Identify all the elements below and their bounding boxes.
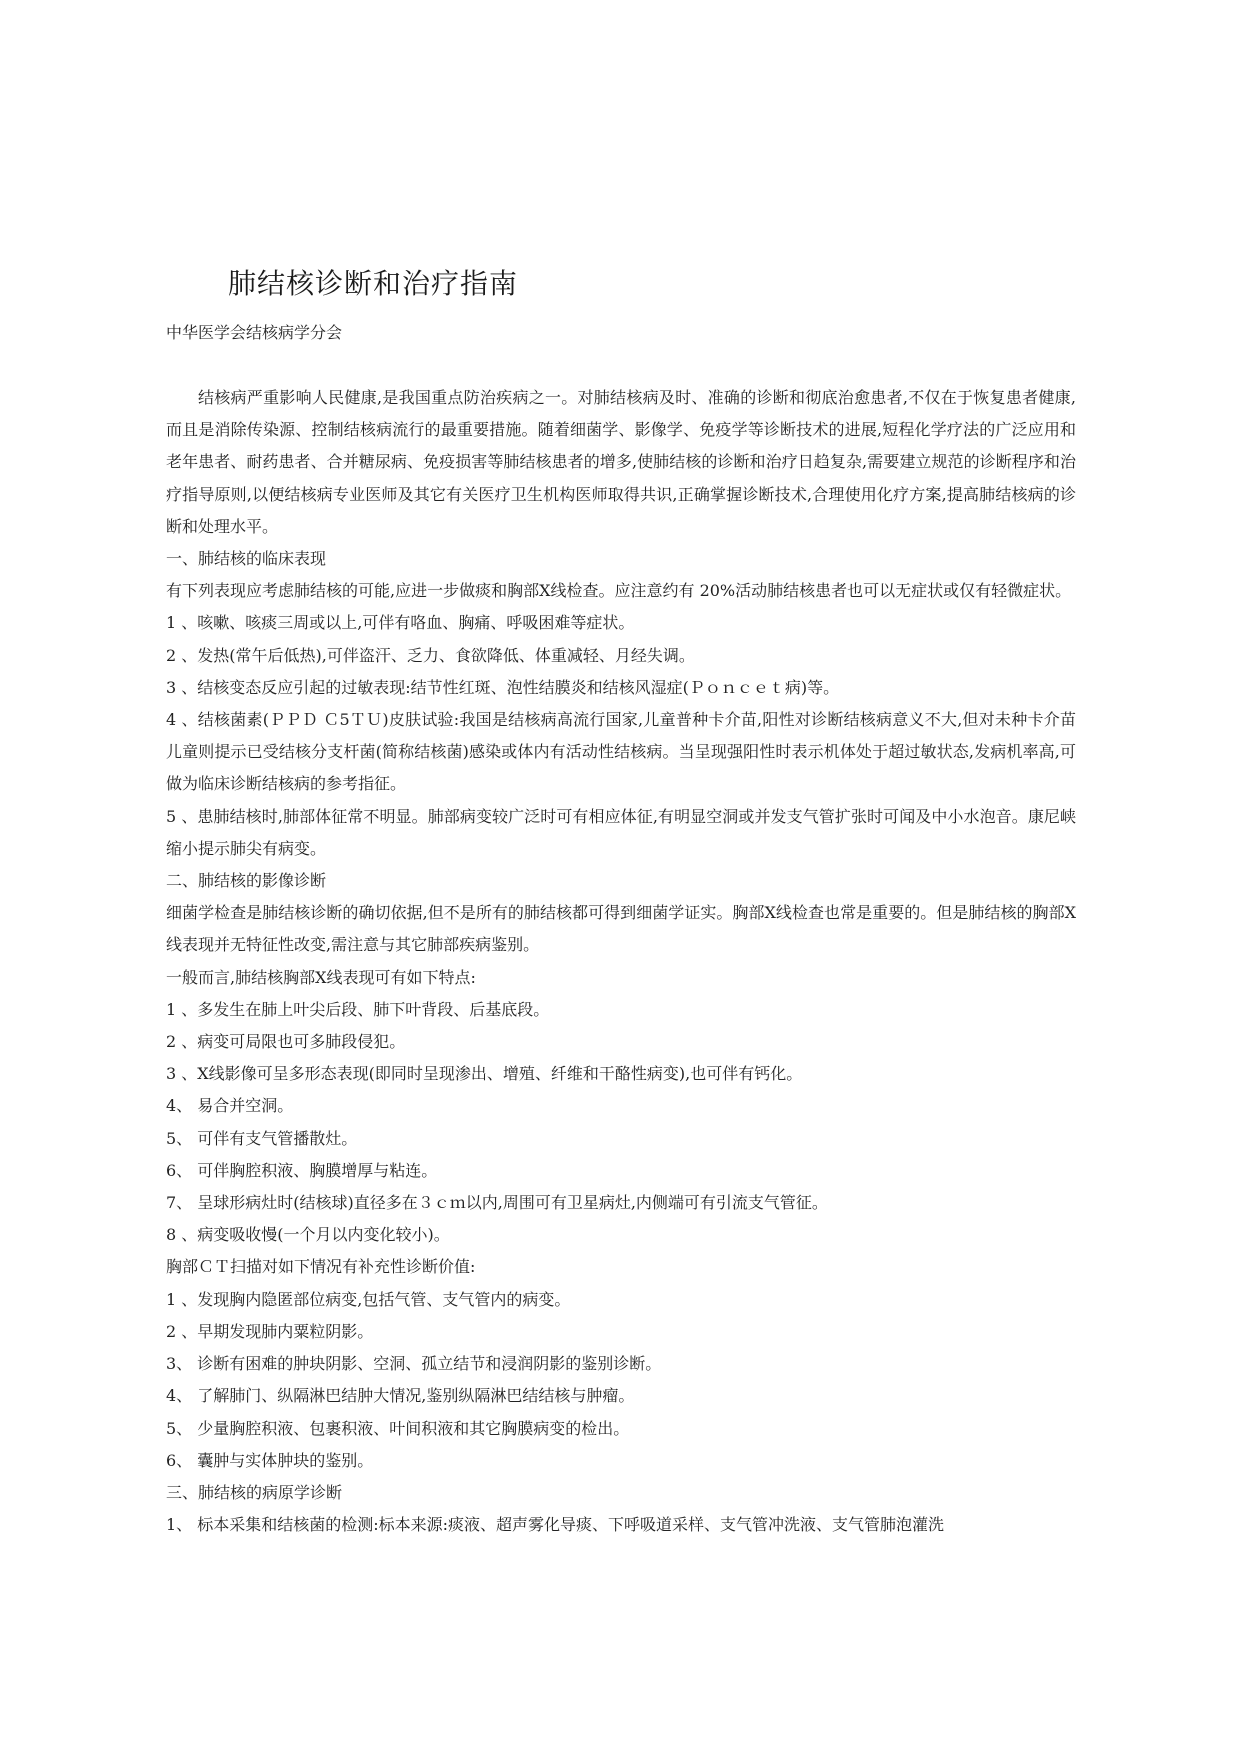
list-item: 5、 可伴有支气管播散灶。 [166, 1128, 358, 1148]
list-item: 1、 标本采集和结核菌的检测:标本来源:痰液、超声雾化导痰、下呼吸道采样、支气管冲洗液、支气管肺泡灌洗 [166, 1515, 945, 1535]
list-item: 3 、X线影像可呈多形态表现(即同时呈现渗出、增殖、纤维和干酪性病变),也可伴有钙化。 [166, 1064, 803, 1084]
list-item: 8 、病变吸收慢(一个月以内变化较小)。 [166, 1225, 450, 1245]
paragraph: 胸部ＣＴ扫描对如下情况有补充性诊断价值: [166, 1257, 476, 1277]
list-item: 6、 囊肿与实体肿块的鉴别。 [166, 1450, 374, 1470]
list-item: 3 、结核变态反应引起的过敏表现:结节性红斑、泡性结膜炎和结核风湿症(Ｐｏｎｃｅｔ病)等。 [166, 677, 840, 697]
paragraph: 有下列表现应考虑肺结核的可能,应进一步做痰和胸部X线检查。应注意约有 20%活动肺结核患者也可以无症状或仅有轻微症状。 [166, 581, 1072, 601]
list-item: 2 、发热(常午后低热),可伴盗汗、乏力、食欲降低、体重减轻、月经失调。 [166, 645, 695, 665]
section-heading-pathogen: 三、肺结核的病原学诊断 [166, 1482, 343, 1502]
list-item: 3、 诊断有困难的肿块阴影、空洞、孤立结节和浸润阴影的鉴别诊断。 [166, 1354, 662, 1374]
list-item: 1 、发现胸内隐匿部位病变,包括气管、支气管内的病变。 [166, 1289, 571, 1309]
list-item: 1 、多发生在肺上叶尖后段、肺下叶背段、后基底段。 [166, 999, 550, 1019]
list-item: 6、 可伴胸腔积液、胸膜增厚与粘连。 [166, 1160, 438, 1180]
paragraph: 细菌学检查是肺结核诊断的确切依据,但不是所有的肺结核都可得到细菌学证实。胸部X线检查也常是重要的。但是肺结核的胸部X线表现并无特征性改变,需注意与其它肺部疾病鉴别。 [166, 903, 1076, 955]
list-item: 4 、结核菌素(ＰＰＤ Ｃ5ＴＵ)皮肤试验:我国是结核病高流行国家,儿童普种卡介苗,阳性对诊断结核病意义不大,但对未种卡介苗儿童则提示已受结核分支杆菌(简称结核菌)感染或体内有活动性结核病。当呈现强阳性时表示机体处于超过敏状态,发病机率高,可做为临床诊断结核病的参考指征。 [166, 710, 1076, 794]
list-item: 7、 呈球形病灶时(结核球)直径多在３ｃｍ以内,周围可有卫星病灶,内侧端可有引流支气管征。 [166, 1193, 828, 1213]
list-item: 1 、咳嗽、咳痰三周或以上,可伴有咯血、胸痛、呼吸困难等症状。 [166, 613, 635, 633]
list-item: 5、 少量胸腔积液、包裹积液、叶间积液和其它胸膜病变的检出。 [166, 1418, 630, 1438]
document-body [166, 382, 1076, 1541]
document-organization: 中华医学会结核病学分会 [166, 323, 343, 342]
intro-paragraph: 结核病严重影响人民健康,是我国重点防治疾病之一。对肺结核病及时、准确的诊断和彻底治愈患者,不仅在于恢复患者健康,而且是消除传染源、控制结核病流行的最重要措施。随着细菌学、影像学、免疫学等诊断技术的进展,短程化学疗法的广泛应用和老年患者、耐药患者、合并糖尿病、免疫损害等肺结核患者的增多,使肺结核的诊断和治疗日趋复杂,需要建立规范的诊断程序和治疗指导原则,以便结核病专业医师及其它有关医疗卫生机构医师取得共识,正确掌握诊断技术,合理使用化疗方案,提高肺结核病的诊断和处理水平。 [166, 388, 1076, 536]
list-item: 2 、早期发现肺内粟粒阴影。 [166, 1321, 374, 1341]
document-title: 肺结核诊断和治疗指南 [228, 267, 519, 300]
section-heading-clinical: 一、肺结核的临床表现 [166, 549, 327, 569]
list-item: 2 、病变可局限也可多肺段侵犯。 [166, 1032, 406, 1052]
list-item: 4、 易合并空洞。 [166, 1096, 294, 1116]
list-item: 4、 了解肺门、纵隔淋巴结肿大情况,鉴别纵隔淋巴结结核与肿瘤。 [166, 1386, 635, 1406]
section-heading-imaging: 二、肺结核的影像诊断 [166, 871, 327, 891]
paragraph: 一般而言,肺结核胸部X线表现可有如下特点: [166, 967, 476, 987]
list-item: 5 、患肺结核时,肺部体征常不明显。肺部病变较广泛时可有相应体征,有明显空洞或并发支气管扩张时可闻及中小水泡音。康尼峡缩小提示肺尖有病变。 [166, 806, 1076, 858]
